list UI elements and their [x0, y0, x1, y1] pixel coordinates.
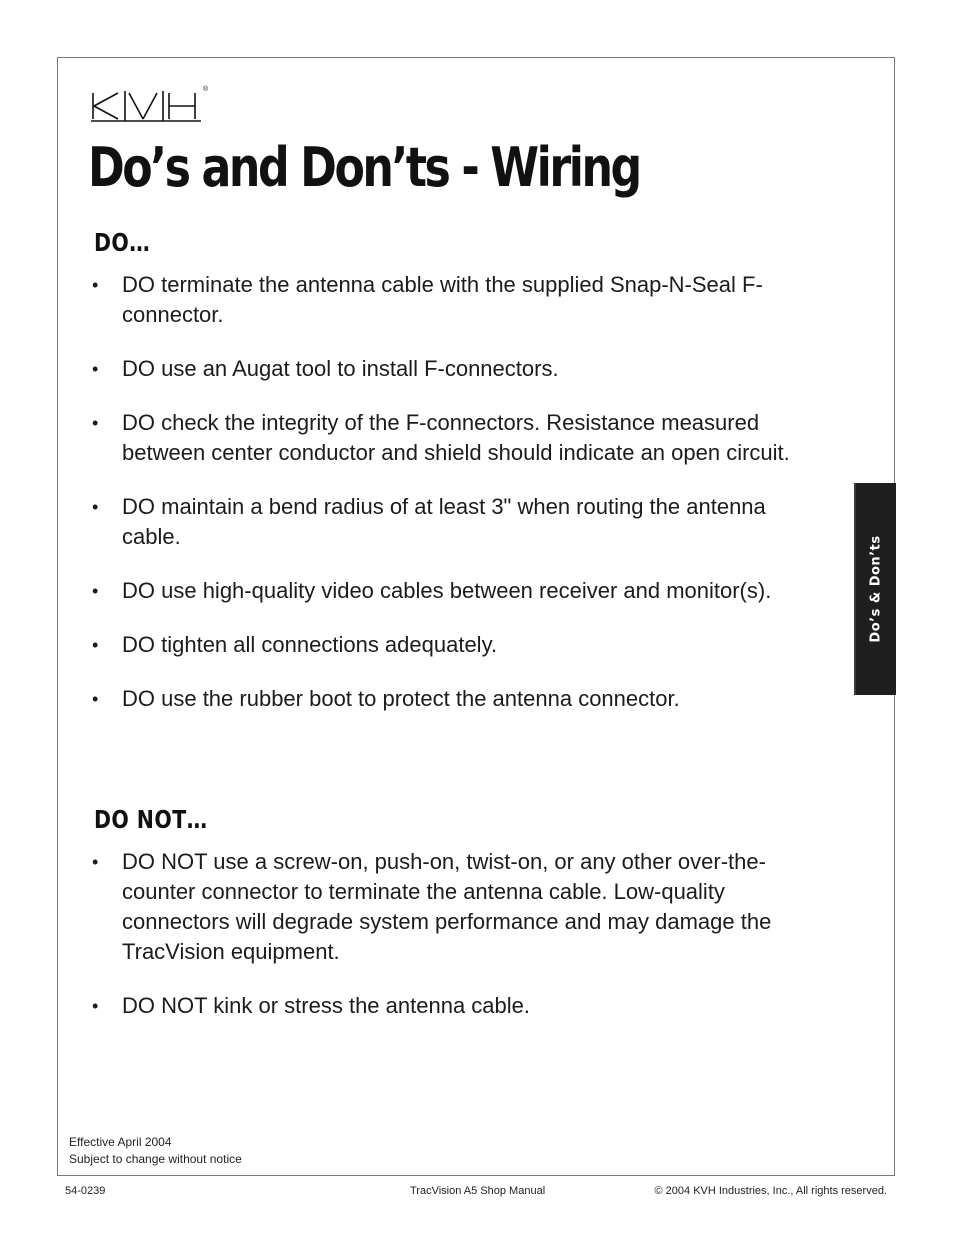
footer-manual-name: TracVision A5 Shop Manual	[410, 1185, 546, 1197]
do-not-section-heading: DO NOT…	[94, 805, 208, 834]
do-item-terminate: • DO terminate the antenna cable with the supplied Snap-N-Seal F-connector.	[92, 270, 822, 330]
kvh-logo-icon	[91, 88, 209, 124]
do-item-augat-tool: • DO use an Augat tool to install F-connectors.	[92, 354, 822, 384]
do-not-list	[92, 847, 822, 1045]
footer-copyright: © 2004 KVH Industries, Inc., All rights reserved.	[654, 1185, 887, 1197]
do-not-item-connector: • DO NOT use a screw-on, push-on, twist-on, or any other over-the-counter connector to terminate the antenna cable. Low-quality connectors will degrade system performance and may damage the TracVision equipment.	[92, 847, 822, 967]
change-notice: Subject to change without notice	[69, 1152, 242, 1166]
effective-notice	[69, 1134, 242, 1168]
side-tab	[854, 483, 896, 695]
footer-part-number: 54-0239	[65, 1185, 106, 1197]
effective-date: Effective April 2004	[69, 1135, 172, 1149]
registered-mark: ®	[203, 86, 209, 93]
side-tab-label: Do’s & Don’ts	[868, 535, 884, 643]
do-section-heading: DO…	[94, 228, 151, 257]
do-not-item-kink: • DO NOT kink or stress the antenna cable.	[92, 991, 822, 1021]
do-item-rubber-boot: • DO use the rubber boot to protect the antenna connector.	[92, 684, 822, 714]
do-list	[92, 270, 822, 738]
do-item-bend-radius: • DO maintain a bend radius of at least 3" when routing the antenna cable.	[92, 492, 822, 552]
do-item-tighten: • DO tighten all connections adequately.	[92, 630, 822, 660]
do-item-video-cables: • DO use high-quality video cables between receiver and monitor(s).	[92, 576, 822, 606]
page-title: Do’s and Don’ts - Wiring	[88, 136, 640, 199]
kvh-logo	[91, 88, 208, 122]
do-item-check-integrity: • DO check the integrity of the F-connectors. Resistance measured between center conductor and shield should indicate an open circuit.	[92, 408, 822, 468]
